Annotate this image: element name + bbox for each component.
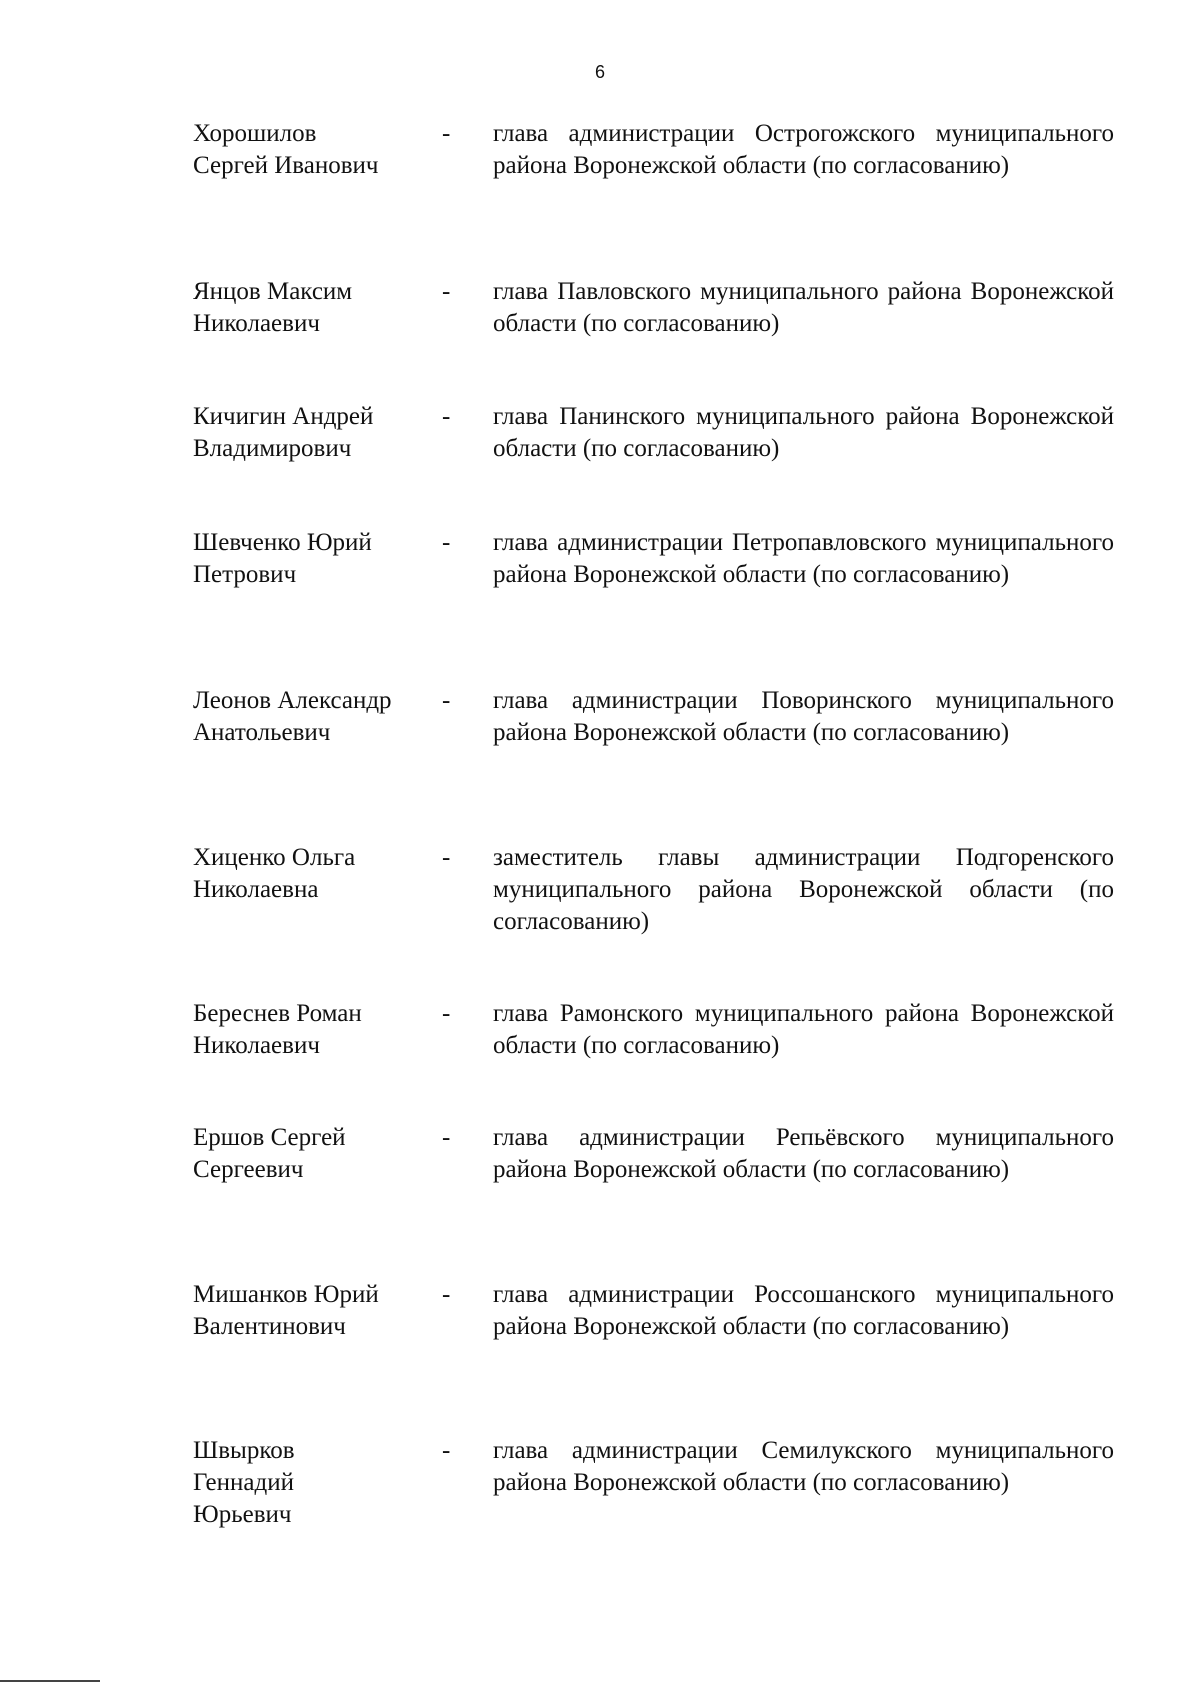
separator-dash: - <box>442 529 451 556</box>
member-position: глава администрации Семилукского муниципального района Воронежской области (по согласованию) <box>493 1437 1114 1496</box>
member-name: Ершов Сергей Сергеевич <box>193 1124 346 1183</box>
separator-dash: - <box>442 687 451 714</box>
page-number: 6 <box>594 62 605 82</box>
separator-dash: - <box>442 120 451 147</box>
member-name: Кичигин Андрей Владимирович <box>193 403 374 462</box>
member-name: Леонов Александр Анатольевич <box>193 687 392 746</box>
separator-dash: - <box>442 1281 451 1308</box>
member-position: глава администрации Острогожского муниципального района Воронежской области (по согласованию) <box>493 120 1114 179</box>
separator-dash: - <box>442 844 451 871</box>
member-name: Янцов Максим Николаевич <box>193 278 353 337</box>
member-position: глава администрации Петропавловского муниципального района Воронежской области (по согласованию) <box>493 529 1114 588</box>
member-position: заместитель главы администрации Подгоренского муниципального района Воронежской области (по согласованию) <box>493 844 1114 935</box>
member-position: глава Панинского муниципального района Воронежской области (по согласованию) <box>493 403 1114 462</box>
separator-dash: - <box>442 1000 451 1027</box>
separator-dash: - <box>442 1124 451 1151</box>
member-name: Швырков Геннадий Юрьевич <box>193 1437 295 1528</box>
scan-edge-mark <box>0 1680 100 1682</box>
member-name: Шевченко Юрий Петрович <box>193 529 372 588</box>
member-name: Хорошилов Сергей Иванович <box>193 120 379 179</box>
separator-dash: - <box>442 278 451 305</box>
member-name: Береснев Роман Николаевич <box>193 1000 362 1059</box>
member-position: глава администрации Россошанского муниципального района Воронежской области (по согласованию) <box>493 1281 1114 1340</box>
member-name: Хиценко Ольга Николаевна <box>193 844 356 903</box>
member-position: глава Павловского муниципального района Воронежской области (по согласованию) <box>493 278 1114 337</box>
member-position: глава Рамонского муниципального района Воронежской области (по согласованию) <box>493 1000 1114 1059</box>
member-position: глава администрации Поворинского муниципального района Воронежской области (по согласованию) <box>493 687 1114 746</box>
member-name: Мишанков Юрий Валентинович <box>193 1281 379 1340</box>
separator-dash: - <box>442 1437 451 1464</box>
separator-dash: - <box>442 403 451 430</box>
member-position: глава администрации Репьёвского муниципального района Воронежской области (по согласованию) <box>493 1124 1114 1183</box>
